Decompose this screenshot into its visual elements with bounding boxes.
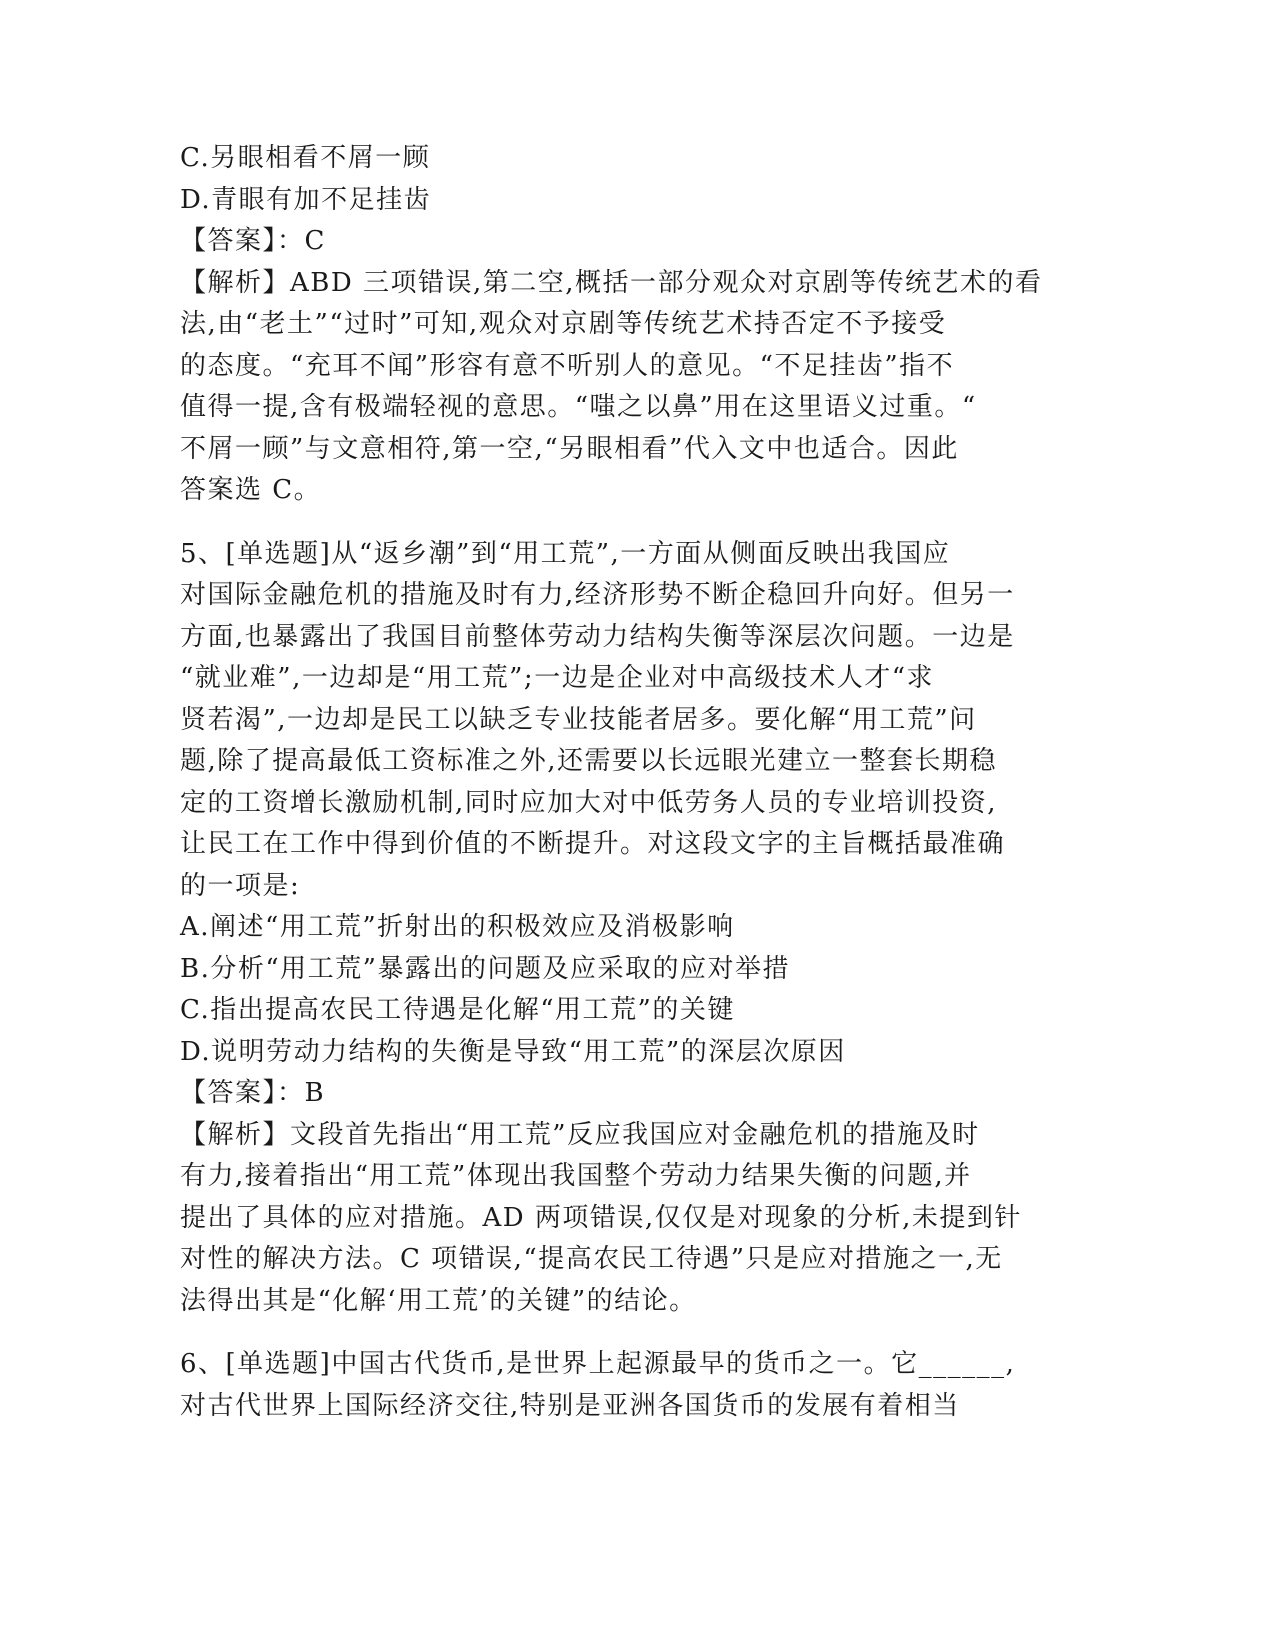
option-b: B.分析“用工荒”暴露出的问题及应采取的应对举措	[180, 953, 790, 984]
question-stem-line: 对古代世界上国际经济交往,特别是亚洲各国货币的发展有着相当	[180, 1390, 960, 1421]
analysis-line: 的态度。“充耳不闻”形容有意不听别人的意见。“不足挂齿”指不	[180, 350, 955, 381]
question-4-tail	[180, 138, 1043, 512]
option-a: A.阐述“用工荒”折射出的积极效应及消极影响	[180, 912, 735, 942]
analysis-line: 法得出其是“化解‘用工荒’的关键”的结论。	[180, 1285, 697, 1316]
question-stem-line: 定的工资增长激励机制,同时应加大对中低劳务人员的专业培训投资,	[180, 787, 998, 818]
question-stem-line: 对国际金融危机的措施及时有力,经济形势不断企稳回升向好。但另一	[180, 580, 1015, 610]
analysis-line: 【解析】文段首先指出“用工荒”反应我国应对金融危机的措施及时	[180, 1119, 980, 1150]
document-page	[180, 138, 1043, 1427]
analysis-line: 法,由“老土”“过时”可知,观众对京剧等传统艺术持否定不予接受	[180, 309, 947, 339]
analysis-line: 不屑一顾”与文意相符,第一空,“另眼相看”代入文中也适合。因此	[180, 433, 959, 464]
analysis-line: 值得一提,含有极端轻视的意思。“嗤之以鼻”用在这里语义过重。“	[180, 392, 977, 422]
question-stem-line: 方面,也暴露出了我国目前整体劳动力结构失衡等深层次问题。一边是	[180, 621, 1015, 652]
paragraph-gap	[180, 512, 1040, 534]
option-c: C.另眼相看不屑一顾	[180, 143, 431, 173]
question-stem-line: 6、[单选题]中国古代货币,是世界上起源最早的货币之一。它______,	[180, 1349, 1016, 1379]
question-stem-line: 让民工在工作中得到价值的不断提升。对这段文字的主旨概括最准确	[180, 829, 1006, 859]
analysis-line: 提出了具体的应对措施。AD 两项错误,仅仅是对现象的分析,未提到针	[180, 1202, 1022, 1233]
answer-line: 【答案】：C	[180, 226, 326, 256]
question-stem-line: 贤若渴”,一边却是民工以缺乏专业技能者居多。要化解“用工荒”问	[180, 704, 977, 735]
question-stem-line: 的一项是:	[180, 870, 301, 901]
question-stem-line: “就业难”,一边却是“用工荒”;一边是企业对中高级技术人才“求	[180, 663, 934, 693]
option-c: C.指出提高农民工待遇是化解“用工荒”的关键	[180, 995, 735, 1025]
question-stem-line: 题,除了提高最低工资标准之外,还需要以长远眼光建立一整套长期稳	[180, 746, 998, 776]
question-stem-line: 5、[单选题]从“返乡潮”到“用工荒”,一方面从侧面反映出我国应	[180, 538, 951, 569]
option-d: D.青眼有加不足挂齿	[180, 184, 432, 215]
analysis-line: 答案选 C。	[180, 475, 322, 505]
option-d: D.说明劳动力结构的失衡是导致“用工荒”的深层次原因	[180, 1036, 846, 1067]
question-6	[180, 1344, 1040, 1427]
analysis-line: 【解析】ABD 三项错误,第二空,概括一部分观众对京剧等传统艺术的看	[180, 267, 1043, 298]
analysis-line: 有力,接着指出“用工荒”体现出我国整个劳动力结果失衡的问题,并	[180, 1161, 972, 1191]
answer-line: 【答案】：B	[180, 1078, 326, 1108]
question-5	[180, 534, 1040, 1323]
paragraph-gap	[180, 1322, 1040, 1344]
analysis-line: 对性的解决方法。C 项错误,“提高农民工待遇”只是应对措施之一,无	[180, 1244, 1003, 1274]
